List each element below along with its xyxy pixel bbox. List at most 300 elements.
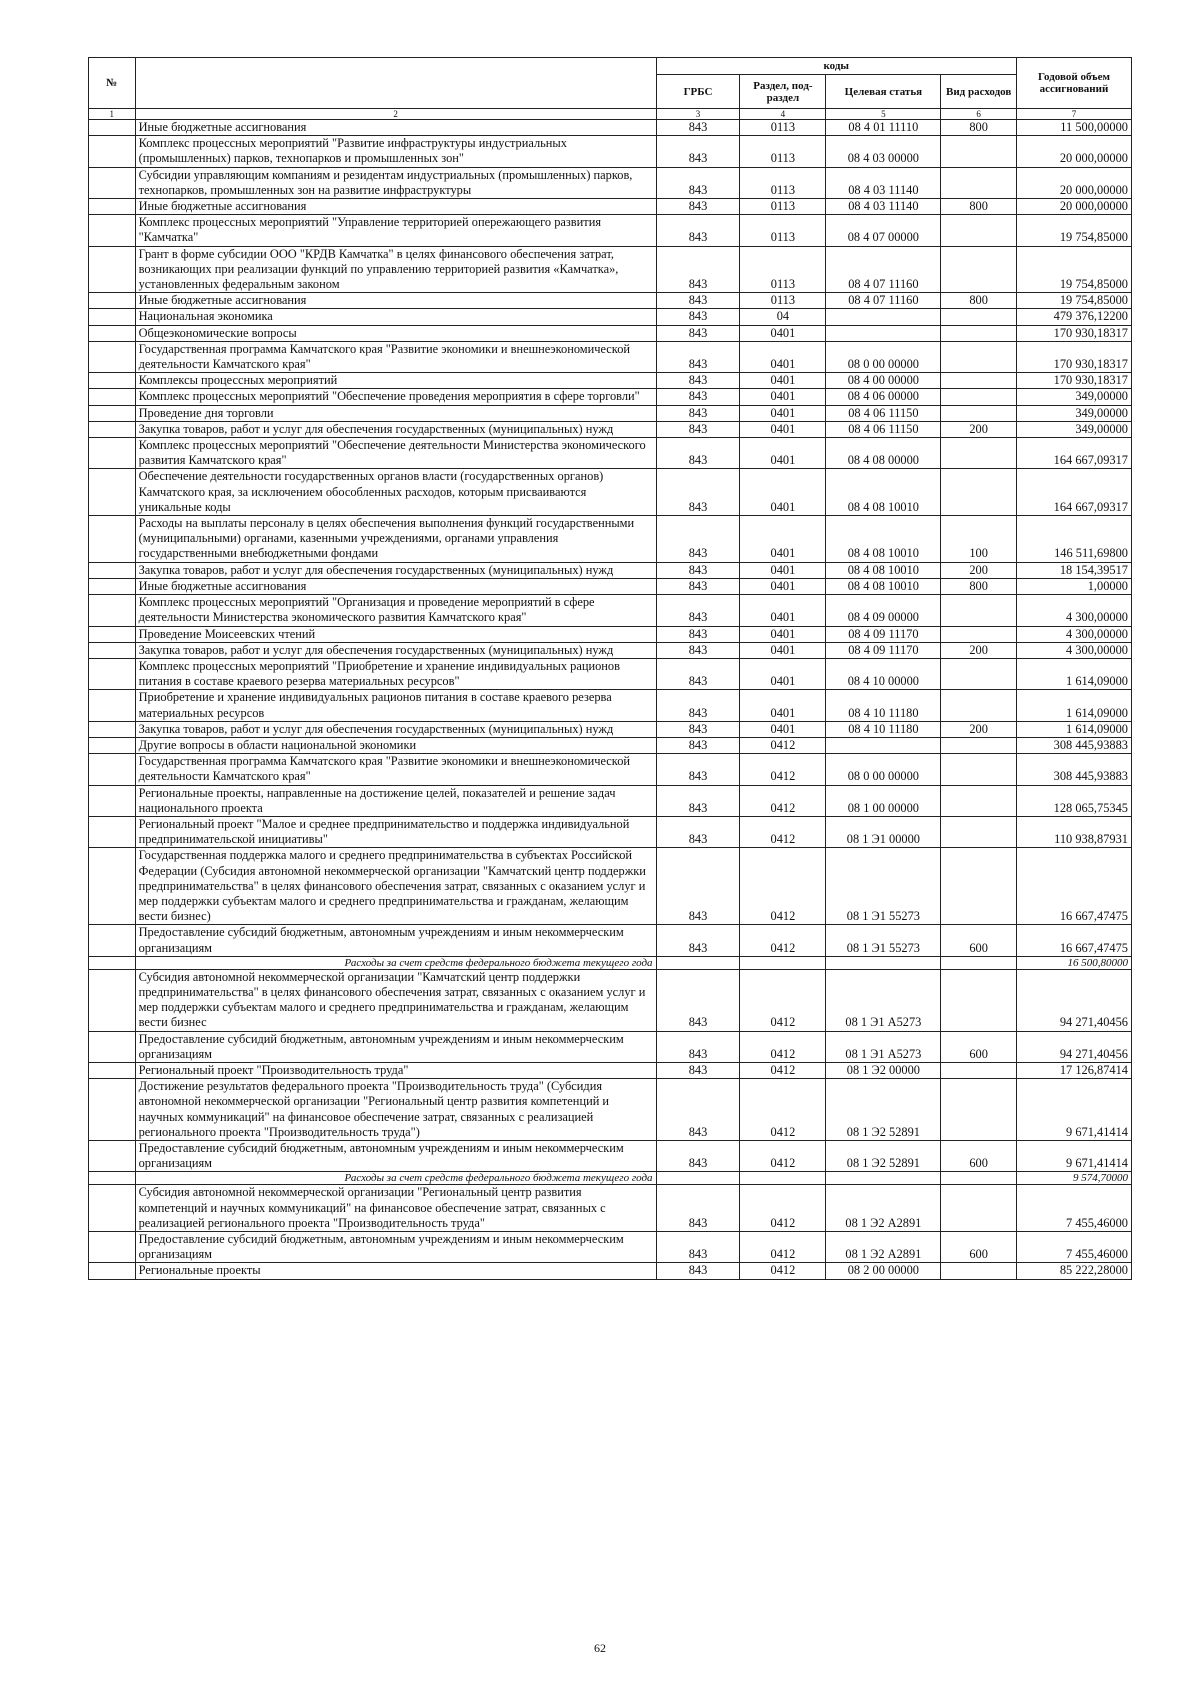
row-razdel: 0401 bbox=[740, 595, 826, 626]
table-header bbox=[89, 58, 1132, 120]
row-grbs: 843 bbox=[656, 1031, 740, 1062]
table-row bbox=[89, 690, 1132, 721]
row-name: Общеэкономические вопросы bbox=[135, 325, 656, 341]
row-vid: 800 bbox=[941, 199, 1017, 215]
row-sum: 17 126,87414 bbox=[1016, 1062, 1131, 1078]
row-vid bbox=[941, 309, 1017, 325]
row-vid: 200 bbox=[941, 721, 1017, 737]
table-row bbox=[89, 1141, 1132, 1172]
row-cel: 08 4 03 11140 bbox=[826, 167, 941, 198]
row-razdel: 0401 bbox=[740, 626, 826, 642]
row-cel: 08 1 Э1 А5273 bbox=[826, 969, 941, 1031]
row-name: Закупка товаров, работ и услуг для обеспечения государственных (муниципальных) нужд bbox=[135, 421, 656, 437]
header-index-1: 1 bbox=[89, 109, 136, 120]
row-cel: 08 4 03 00000 bbox=[826, 136, 941, 167]
row-cel: 08 4 10 11180 bbox=[826, 721, 941, 737]
row-name: Субсидии управляющим компаниям и резидентам индустриальных (промышленных) парков, технопарков, промышленных зон на развитие инфраструктуры bbox=[135, 167, 656, 198]
table-row bbox=[89, 595, 1132, 626]
row-num bbox=[89, 421, 136, 437]
row-cel: 08 4 07 00000 bbox=[826, 215, 941, 246]
row-sum: 4 300,00000 bbox=[1016, 642, 1131, 658]
row-sum: 164 667,09317 bbox=[1016, 469, 1131, 516]
row-razdel: 0401 bbox=[740, 341, 826, 372]
row-razdel: 0412 bbox=[740, 848, 826, 925]
row-razdel: 0412 bbox=[740, 1263, 826, 1279]
row-vid bbox=[941, 690, 1017, 721]
row-grbs: 843 bbox=[656, 1079, 740, 1141]
row-sum: 19 754,85000 bbox=[1016, 215, 1131, 246]
row-num bbox=[89, 389, 136, 405]
row-sum: 1 614,09000 bbox=[1016, 658, 1131, 689]
row-name: Грант в форме субсидии ООО "КРДВ Камчатка" в целях финансового обеспечения затрат, возникающих при реализации функций по управлению территорией развития «Камчатка», установленных федеральным законом bbox=[135, 246, 656, 293]
row-sum: 1,00000 bbox=[1016, 578, 1131, 594]
row-cel: 08 4 01 11110 bbox=[826, 120, 941, 136]
row-num bbox=[89, 785, 136, 816]
row-cel: 08 1 Э1 55273 bbox=[826, 848, 941, 925]
row-grbs: 843 bbox=[656, 469, 740, 516]
row-num bbox=[89, 309, 136, 325]
row-razdel: 04 bbox=[740, 309, 826, 325]
row-name: Комплекс процессных мероприятий "Обеспечение проведения мероприятия в сфере торговли" bbox=[135, 389, 656, 405]
table-body bbox=[89, 120, 1132, 1280]
row-razdel: 0401 bbox=[740, 405, 826, 421]
row-grbs: 843 bbox=[656, 848, 740, 925]
row-grbs: 843 bbox=[656, 325, 740, 341]
row-cel: 08 1 Э2 А2891 bbox=[826, 1185, 941, 1232]
row-sum: 16 500,80000 bbox=[1016, 956, 1131, 969]
row-name: Региональный проект "Малое и среднее предпринимательство и поддержка индивидуальной предпринимательской инициативы" bbox=[135, 816, 656, 847]
row-razdel: 0401 bbox=[740, 642, 826, 658]
table-row bbox=[89, 1062, 1132, 1078]
table-row bbox=[89, 1263, 1132, 1279]
row-razdel: 0412 bbox=[740, 1079, 826, 1141]
row-razdel bbox=[740, 1172, 826, 1185]
row-name: Региональный проект "Производительность труда" bbox=[135, 1062, 656, 1078]
row-name: Закупка товаров, работ и услуг для обеспечения государственных (муниципальных) нужд bbox=[135, 721, 656, 737]
row-grbs: 843 bbox=[656, 373, 740, 389]
row-name: Проведение дня торговли bbox=[135, 405, 656, 421]
row-vid: 200 bbox=[941, 642, 1017, 658]
row-razdel: 0412 bbox=[740, 925, 826, 956]
row-sum: 16 667,47475 bbox=[1016, 925, 1131, 956]
table-row bbox=[89, 925, 1132, 956]
table-row bbox=[89, 626, 1132, 642]
row-name: Иные бюджетные ассигнования bbox=[135, 120, 656, 136]
row-vid bbox=[941, 595, 1017, 626]
row-sum: 479 376,12200 bbox=[1016, 309, 1131, 325]
row-vid bbox=[941, 1172, 1017, 1185]
row-razdel: 0412 bbox=[740, 754, 826, 785]
row-vid bbox=[941, 215, 1017, 246]
row-cel: 08 4 06 11150 bbox=[826, 421, 941, 437]
row-name: Комплекс процессных мероприятий "Обеспечение деятельности Министерства экономического развития Камчатского края" bbox=[135, 438, 656, 469]
row-vid: 600 bbox=[941, 1031, 1017, 1062]
table-row bbox=[89, 136, 1132, 167]
row-name: Другие вопросы в области национальной экономики bbox=[135, 737, 656, 753]
row-sum: 7 455,46000 bbox=[1016, 1232, 1131, 1263]
budget-table bbox=[88, 57, 1132, 1280]
row-grbs: 843 bbox=[656, 246, 740, 293]
federal-subtotal-row bbox=[89, 1172, 1132, 1185]
row-sum: 110 938,87931 bbox=[1016, 816, 1131, 847]
row-razdel: 0401 bbox=[740, 721, 826, 737]
row-grbs: 843 bbox=[656, 120, 740, 136]
table-row bbox=[89, 341, 1132, 372]
row-razdel bbox=[740, 956, 826, 969]
row-grbs: 843 bbox=[656, 293, 740, 309]
row-grbs: 843 bbox=[656, 421, 740, 437]
table-row bbox=[89, 246, 1132, 293]
row-vid: 600 bbox=[941, 1141, 1017, 1172]
header-index-4: 4 bbox=[740, 109, 826, 120]
row-vid bbox=[941, 956, 1017, 969]
table-row bbox=[89, 293, 1132, 309]
row-sum: 349,00000 bbox=[1016, 389, 1131, 405]
row-name: Государственная программа Камчатского края "Развитие экономики и внешнеэкономической деятельности Камчатского края" bbox=[135, 341, 656, 372]
row-num bbox=[89, 642, 136, 658]
row-name: Предоставление субсидий бюджетным, автономным учреждениям и иным некоммерческим организациям bbox=[135, 1031, 656, 1062]
row-cel: 08 2 00 00000 bbox=[826, 1263, 941, 1279]
federal-subtotal-row bbox=[89, 956, 1132, 969]
row-sum: 9 671,41414 bbox=[1016, 1079, 1131, 1141]
row-razdel: 0401 bbox=[740, 578, 826, 594]
row-grbs: 843 bbox=[656, 516, 740, 563]
row-vid: 600 bbox=[941, 925, 1017, 956]
table-row bbox=[89, 120, 1132, 136]
row-sum: 20 000,00000 bbox=[1016, 136, 1131, 167]
page-number: 62 bbox=[594, 1641, 606, 1655]
row-vid bbox=[941, 469, 1017, 516]
row-vid bbox=[941, 816, 1017, 847]
row-cel: 08 4 09 11170 bbox=[826, 642, 941, 658]
row-name: Иные бюджетные ассигнования bbox=[135, 578, 656, 594]
row-name: Обеспечение деятельности государственных органов власти (государственных органов) Камчатского края, за исключением обособленных расходов, которым присваиваются уникальные коды bbox=[135, 469, 656, 516]
row-cel: 08 4 00 00000 bbox=[826, 373, 941, 389]
row-grbs: 843 bbox=[656, 1141, 740, 1172]
row-num bbox=[89, 848, 136, 925]
row-vid bbox=[941, 1185, 1017, 1232]
row-num bbox=[89, 925, 136, 956]
row-grbs: 843 bbox=[656, 737, 740, 753]
header-index-6: 6 bbox=[941, 109, 1017, 120]
row-grbs: 843 bbox=[656, 341, 740, 372]
row-grbs: 843 bbox=[656, 309, 740, 325]
row-vid: 800 bbox=[941, 578, 1017, 594]
row-cel: 08 4 10 00000 bbox=[826, 658, 941, 689]
row-grbs: 843 bbox=[656, 136, 740, 167]
row-vid bbox=[941, 1062, 1017, 1078]
row-vid bbox=[941, 325, 1017, 341]
row-grbs bbox=[656, 956, 740, 969]
row-grbs: 843 bbox=[656, 925, 740, 956]
row-num bbox=[89, 405, 136, 421]
row-grbs: 843 bbox=[656, 969, 740, 1031]
row-grbs: 843 bbox=[656, 167, 740, 198]
table-row bbox=[89, 578, 1132, 594]
row-razdel: 0412 bbox=[740, 969, 826, 1031]
row-num bbox=[89, 721, 136, 737]
row-name: Комплекс процессных мероприятий "Организация и проведение мероприятий в сфере деятельности Министерства экономического развития Камчатского края" bbox=[135, 595, 656, 626]
row-name: Региональные проекты, направленные на достижение целей, показателей и решение задач национального проекта bbox=[135, 785, 656, 816]
row-vid bbox=[941, 438, 1017, 469]
row-num bbox=[89, 595, 136, 626]
row-cel: 08 1 Э1 55273 bbox=[826, 925, 941, 956]
row-grbs: 843 bbox=[656, 1263, 740, 1279]
table-row bbox=[89, 309, 1132, 325]
row-vid bbox=[941, 373, 1017, 389]
header-codes: коды bbox=[656, 58, 1016, 75]
row-grbs bbox=[656, 1172, 740, 1185]
table-row bbox=[89, 737, 1132, 753]
row-sum: 308 445,93883 bbox=[1016, 754, 1131, 785]
row-razdel: 0401 bbox=[740, 421, 826, 437]
row-cel: 08 4 10 11180 bbox=[826, 690, 941, 721]
row-razdel: 0412 bbox=[740, 1141, 826, 1172]
row-grbs: 843 bbox=[656, 816, 740, 847]
row-num bbox=[89, 469, 136, 516]
row-name: Комплекс процессных мероприятий "Развитие инфраструктуры индустриальных (промышленных) парков, технопарков и промышленных зон" bbox=[135, 136, 656, 167]
row-vid bbox=[941, 167, 1017, 198]
table-row bbox=[89, 642, 1132, 658]
row-grbs: 843 bbox=[656, 785, 740, 816]
row-razdel: 0401 bbox=[740, 325, 826, 341]
row-razdel: 0401 bbox=[740, 658, 826, 689]
table-row bbox=[89, 848, 1132, 925]
row-razdel: 0113 bbox=[740, 215, 826, 246]
row-sum: 11 500,00000 bbox=[1016, 120, 1131, 136]
row-name: Предоставление субсидий бюджетным, автономным учреждениям и иным некоммерческим организациям bbox=[135, 1232, 656, 1263]
row-num bbox=[89, 956, 136, 969]
row-razdel: 0401 bbox=[740, 516, 826, 563]
header-summa: Годовой объем ассигнований bbox=[1016, 58, 1131, 109]
row-razdel: 0401 bbox=[740, 690, 826, 721]
row-sum: 1 614,09000 bbox=[1016, 721, 1131, 737]
row-name: Достижение результатов федерального проекта "Производительность труда" (Субсидия автономной некоммерческой организации "Региональный центр развития компетенций и научных коммуникаций" на финансовое обеспечение затрат, связанных с реализацией регионального проекта "Производительность труда") bbox=[135, 1079, 656, 1141]
header-index-5: 5 bbox=[826, 109, 941, 120]
row-name: Проведение Моисеевских чтений bbox=[135, 626, 656, 642]
row-num bbox=[89, 341, 136, 372]
row-vid bbox=[941, 969, 1017, 1031]
row-vid bbox=[941, 341, 1017, 372]
row-cel: 08 4 09 00000 bbox=[826, 595, 941, 626]
header-vid: Вид расходов bbox=[941, 75, 1017, 109]
row-razdel: 0412 bbox=[740, 816, 826, 847]
row-grbs: 843 bbox=[656, 690, 740, 721]
row-cel: 08 0 00 00000 bbox=[826, 754, 941, 785]
table-row bbox=[89, 215, 1132, 246]
row-cel: 08 4 07 11160 bbox=[826, 293, 941, 309]
row-razdel: 0401 bbox=[740, 469, 826, 516]
row-sum: 308 445,93883 bbox=[1016, 737, 1131, 753]
row-sum: 16 667,47475 bbox=[1016, 848, 1131, 925]
row-sum: 146 511,69800 bbox=[1016, 516, 1131, 563]
row-cel: 08 4 08 10010 bbox=[826, 578, 941, 594]
row-vid bbox=[941, 785, 1017, 816]
row-sum: 20 000,00000 bbox=[1016, 199, 1131, 215]
table-row bbox=[89, 785, 1132, 816]
row-grbs: 843 bbox=[656, 199, 740, 215]
row-num bbox=[89, 167, 136, 198]
row-razdel: 0113 bbox=[740, 120, 826, 136]
row-sum: 170 930,18317 bbox=[1016, 373, 1131, 389]
row-cel: 08 4 08 10010 bbox=[826, 469, 941, 516]
row-num bbox=[89, 1079, 136, 1141]
table-row bbox=[89, 167, 1132, 198]
row-cel: 08 4 08 00000 bbox=[826, 438, 941, 469]
row-sum: 19 754,85000 bbox=[1016, 246, 1131, 293]
table-row bbox=[89, 389, 1132, 405]
row-cel: 08 4 09 11170 bbox=[826, 626, 941, 642]
row-sum: 18 154,39517 bbox=[1016, 562, 1131, 578]
row-razdel: 0412 bbox=[740, 785, 826, 816]
row-cel: 08 4 06 00000 bbox=[826, 389, 941, 405]
row-cel: 08 4 08 10010 bbox=[826, 562, 941, 578]
row-name: Приобретение и хранение индивидуальных рационов питания в составе краевого резерва материальных ресурсов bbox=[135, 690, 656, 721]
row-cel: 08 1 Э2 А2891 bbox=[826, 1232, 941, 1263]
row-num bbox=[89, 690, 136, 721]
table-row bbox=[89, 373, 1132, 389]
row-vid bbox=[941, 136, 1017, 167]
row-cel bbox=[826, 325, 941, 341]
row-name: Субсидия автономной некоммерческой организации "Камчатский центр поддержки предпринимательства" в целях финансового обеспечения затрат, связанных с оказанием услуг и мер поддержки субъектам малого и среднего предпринимательства и гражданам, желающим вести бизнес bbox=[135, 969, 656, 1031]
table-row bbox=[89, 438, 1132, 469]
row-grbs: 843 bbox=[656, 642, 740, 658]
row-vid: 200 bbox=[941, 421, 1017, 437]
header-name bbox=[135, 58, 656, 109]
row-cel: 08 1 Э2 52891 bbox=[826, 1141, 941, 1172]
table-row bbox=[89, 469, 1132, 516]
row-grbs: 843 bbox=[656, 389, 740, 405]
row-cel bbox=[826, 956, 941, 969]
row-cel: 08 1 Э1 00000 bbox=[826, 816, 941, 847]
row-vid bbox=[941, 754, 1017, 785]
row-vid bbox=[941, 1263, 1017, 1279]
row-num bbox=[89, 373, 136, 389]
row-sum: 4 300,00000 bbox=[1016, 626, 1131, 642]
row-sum: 20 000,00000 bbox=[1016, 167, 1131, 198]
row-sum: 9 574,70000 bbox=[1016, 1172, 1131, 1185]
row-num bbox=[89, 969, 136, 1031]
row-sum: 170 930,18317 bbox=[1016, 341, 1131, 372]
row-grbs: 843 bbox=[656, 595, 740, 626]
row-sum: 94 271,40456 bbox=[1016, 1031, 1131, 1062]
row-num bbox=[89, 578, 136, 594]
row-num bbox=[89, 438, 136, 469]
table-row bbox=[89, 1185, 1132, 1232]
row-razdel: 0412 bbox=[740, 1232, 826, 1263]
row-name: Расходы на выплаты персоналу в целях обеспечения выполнения функций государственными (муниципальными) органами, казенными учреждениями, органами управления государственными внебюджетными фондами bbox=[135, 516, 656, 563]
row-name: Иные бюджетные ассигнования bbox=[135, 199, 656, 215]
row-name: Государственная поддержка малого и среднего предпринимательства в субъектах Российской Федерации (Субсидия автономной некоммерческой организации "Камчатский центр поддержки предпринимательства" в целях финансового обеспечения затрат, связанных с оказанием услуг и мер поддержки субъектам малого и среднего предпринимательства и гражданам, желающим вести бизнес) bbox=[135, 848, 656, 925]
row-name: Расходы за счет средств федерального бюджета текущего года bbox=[135, 956, 656, 969]
row-vid: 600 bbox=[941, 1232, 1017, 1263]
table-row bbox=[89, 421, 1132, 437]
row-sum: 9 671,41414 bbox=[1016, 1141, 1131, 1172]
row-vid bbox=[941, 658, 1017, 689]
row-num bbox=[89, 325, 136, 341]
table-row bbox=[89, 325, 1132, 341]
table-row bbox=[89, 516, 1132, 563]
row-razdel: 0113 bbox=[740, 167, 826, 198]
row-cel bbox=[826, 737, 941, 753]
header-index-7: 7 bbox=[1016, 109, 1131, 120]
row-grbs: 843 bbox=[656, 754, 740, 785]
header-cel: Целевая статья bbox=[826, 75, 941, 109]
row-name: Комплексы процессных мероприятий bbox=[135, 373, 656, 389]
row-razdel: 0412 bbox=[740, 1062, 826, 1078]
row-cel: 08 4 06 11150 bbox=[826, 405, 941, 421]
row-num bbox=[89, 626, 136, 642]
row-num bbox=[89, 136, 136, 167]
row-grbs: 843 bbox=[656, 1185, 740, 1232]
row-razdel: 0113 bbox=[740, 136, 826, 167]
row-cel bbox=[826, 1172, 941, 1185]
row-num bbox=[89, 120, 136, 136]
row-razdel: 0401 bbox=[740, 438, 826, 469]
row-vid bbox=[941, 246, 1017, 293]
row-razdel: 0412 bbox=[740, 737, 826, 753]
row-razdel: 0412 bbox=[740, 1031, 826, 1062]
row-name: Предоставление субсидий бюджетным, автономным учреждениям и иным некоммерческим организациям bbox=[135, 1141, 656, 1172]
row-num bbox=[89, 215, 136, 246]
row-num bbox=[89, 1263, 136, 1279]
row-num bbox=[89, 246, 136, 293]
row-name: Закупка товаров, работ и услуг для обеспечения государственных (муниципальных) нужд bbox=[135, 642, 656, 658]
row-grbs: 843 bbox=[656, 658, 740, 689]
row-cel: 08 1 Э2 52891 bbox=[826, 1079, 941, 1141]
row-cel: 08 4 07 11160 bbox=[826, 246, 941, 293]
row-cel: 08 1 Э1 А5273 bbox=[826, 1031, 941, 1062]
row-sum: 4 300,00000 bbox=[1016, 595, 1131, 626]
row-name: Государственная программа Камчатского края "Развитие экономики и внешнеэкономической деятельности Камчатского края" bbox=[135, 754, 656, 785]
row-vid bbox=[941, 737, 1017, 753]
row-num bbox=[89, 1062, 136, 1078]
row-vid bbox=[941, 405, 1017, 421]
budget-table-sheet bbox=[88, 57, 1132, 1280]
row-cel: 08 0 00 00000 bbox=[826, 341, 941, 372]
header-grbs: ГРБС bbox=[656, 75, 740, 109]
row-name: Комплекс процессных мероприятий "Приобретение и хранение индивидуальных рационов питания в составе краевого резерва материальных ресурсов" bbox=[135, 658, 656, 689]
row-vid: 200 bbox=[941, 562, 1017, 578]
row-name: Иные бюджетные ассигнования bbox=[135, 293, 656, 309]
row-num bbox=[89, 1172, 136, 1185]
row-cel: 08 4 08 10010 bbox=[826, 516, 941, 563]
row-vid: 800 bbox=[941, 293, 1017, 309]
row-sum: 7 455,46000 bbox=[1016, 1185, 1131, 1232]
table-row bbox=[89, 658, 1132, 689]
row-num bbox=[89, 658, 136, 689]
row-grbs: 843 bbox=[656, 721, 740, 737]
row-sum: 349,00000 bbox=[1016, 421, 1131, 437]
row-name: Предоставление субсидий бюджетным, автономным учреждениям и иным некоммерческим организациям bbox=[135, 925, 656, 956]
row-num bbox=[89, 737, 136, 753]
row-sum: 164 667,09317 bbox=[1016, 438, 1131, 469]
row-grbs: 843 bbox=[656, 562, 740, 578]
row-vid bbox=[941, 848, 1017, 925]
row-num bbox=[89, 293, 136, 309]
table-row bbox=[89, 816, 1132, 847]
row-razdel: 0113 bbox=[740, 246, 826, 293]
table-row bbox=[89, 1232, 1132, 1263]
row-sum: 170 930,18317 bbox=[1016, 325, 1131, 341]
row-sum: 1 614,09000 bbox=[1016, 690, 1131, 721]
row-grbs: 843 bbox=[656, 215, 740, 246]
row-vid bbox=[941, 626, 1017, 642]
table-row bbox=[89, 562, 1132, 578]
row-num bbox=[89, 816, 136, 847]
row-num bbox=[89, 1185, 136, 1232]
row-grbs: 843 bbox=[656, 405, 740, 421]
